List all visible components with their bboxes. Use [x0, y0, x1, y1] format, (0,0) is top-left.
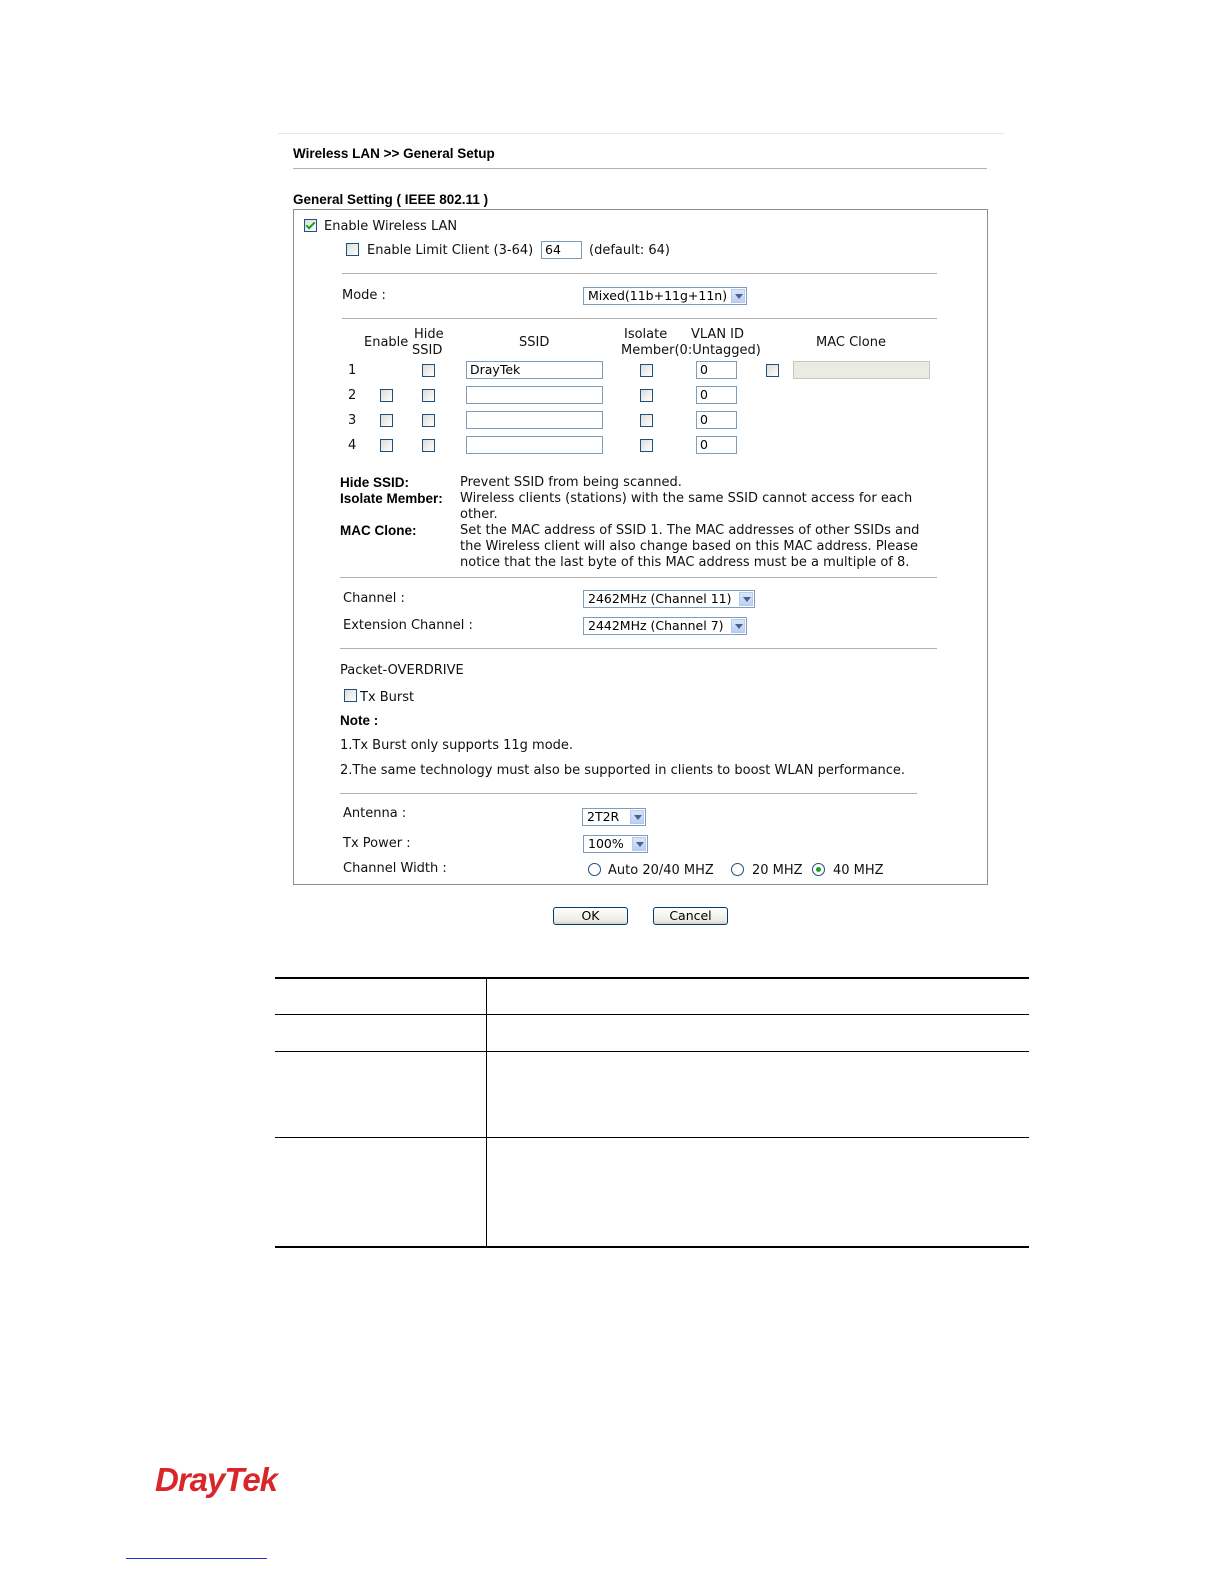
row-number: 1 — [348, 363, 357, 378]
hide-ssid-checkbox[interactable] — [422, 364, 435, 377]
table-row-divider — [275, 1051, 1029, 1052]
hide-ssid-checkbox[interactable] — [422, 414, 435, 427]
table-top-border — [275, 977, 1029, 979]
section-title: General Setting ( IEEE 802.11 ) — [293, 192, 489, 207]
limit-client-default: (default: 64) — [589, 243, 670, 258]
tx-burst-label: Tx Burst — [360, 690, 415, 705]
divider-2 — [342, 318, 937, 320]
note-mac-clone-term: MAC Clone: — [340, 523, 417, 538]
vlan-input[interactable]: 0 — [696, 436, 737, 454]
tx-power-label: Tx Power : — [343, 836, 411, 851]
width-20-radio[interactable] — [731, 863, 744, 876]
table-row-divider — [275, 1137, 1029, 1138]
chevron-down-icon — [630, 810, 644, 824]
ssid-input[interactable] — [466, 411, 603, 429]
note-label: Note : — [340, 713, 379, 728]
mac-clone-input[interactable] — [793, 361, 930, 379]
row-number: 4 — [348, 438, 357, 453]
breadcrumb: Wireless LAN >> General Setup — [293, 146, 495, 161]
extension-channel-select[interactable] — [583, 617, 747, 635]
packet-overdrive-title: Packet-OVERDRIVE — [340, 663, 464, 678]
mode-select-value: Mixed(11b+11g+11n) — [588, 288, 728, 303]
isolate-checkbox[interactable] — [640, 439, 653, 452]
note-line-1: 1.Tx Burst only supports 11g mode. — [340, 738, 574, 753]
vlan-input[interactable]: 0 — [696, 386, 737, 404]
tx-burst-checkbox[interactable] — [344, 689, 357, 702]
table-column-divider — [486, 977, 487, 1248]
extension-channel-value: 2442MHz (Channel 7) — [588, 618, 724, 633]
width-auto-label: Auto 20/40 MHZ — [608, 863, 714, 878]
antenna-select-value: 2T2R — [587, 809, 620, 824]
header-vlan: VLAN ID — [691, 327, 745, 342]
isolate-checkbox[interactable] — [640, 389, 653, 402]
note-isolate-term: Isolate Member: — [340, 491, 443, 506]
hide-ssid-checkbox[interactable] — [422, 389, 435, 402]
vlan-input[interactable]: 0 — [696, 411, 737, 429]
note-mac-clone-desc-2: the Wireless client will also change based on this MAC address. Please — [460, 539, 919, 554]
description-table — [275, 977, 1029, 1248]
antenna-select[interactable] — [582, 808, 646, 826]
draytek-logo — [155, 1461, 290, 1505]
ssid-input[interactable] — [466, 386, 603, 404]
mode-select[interactable] — [583, 287, 747, 305]
divider-1 — [342, 273, 937, 275]
enable-wlan-label: Enable Wireless LAN — [324, 219, 458, 234]
enable-ssid-checkbox[interactable] — [380, 439, 393, 452]
table-row-divider — [275, 1014, 1029, 1015]
channel-width-label: Channel Width : — [343, 861, 447, 876]
antenna-label: Antenna : — [343, 806, 407, 821]
row-number: 3 — [348, 413, 357, 428]
divider-4 — [340, 648, 937, 650]
channel-select[interactable] — [583, 590, 755, 608]
width-40-radio[interactable] — [812, 863, 825, 876]
note-hide-ssid-term: Hide SSID: — [340, 475, 410, 490]
enable-wlan-checkbox[interactable] — [304, 219, 317, 232]
note-mac-clone-desc-1: Set the MAC address of SSID 1. The MAC addresses of other SSIDs and — [460, 523, 920, 538]
cancel-button[interactable]: Cancel — [653, 907, 728, 925]
note-line-2: 2.The same technology must also be supported in clients to boost WLAN performance. — [340, 763, 906, 778]
isolate-checkbox[interactable] — [640, 364, 653, 377]
limit-client-label: Enable Limit Client (3-64) — [367, 243, 534, 258]
header-hide-1: Hide — [414, 327, 444, 342]
header-ssid: SSID — [519, 335, 550, 350]
footer-underline — [126, 1558, 267, 1559]
mac-clone-checkbox[interactable] — [766, 364, 779, 377]
channel-label: Channel : — [343, 591, 405, 606]
enable-ssid-checkbox[interactable] — [380, 389, 393, 402]
header-hide-2: SSID — [412, 343, 443, 358]
table-bottom-border — [275, 1246, 1029, 1248]
divider-3 — [340, 577, 937, 579]
top-divider — [278, 133, 1004, 135]
chevron-down-icon — [739, 592, 753, 606]
isolate-checkbox[interactable] — [640, 414, 653, 427]
tx-power-select[interactable] — [583, 835, 648, 853]
limit-client-input[interactable]: 64 — [541, 241, 582, 259]
width-40-label: 40 MHZ — [833, 863, 884, 878]
mode-label: Mode : — [342, 288, 386, 303]
tx-power-select-value: 100% — [588, 836, 624, 851]
note-hide-ssid-desc: Prevent SSID from being scanned. — [460, 475, 682, 490]
ssid-input[interactable]: DrayTek — [466, 361, 603, 379]
divider-5 — [340, 793, 917, 795]
extension-channel-label: Extension Channel : — [343, 618, 473, 633]
vlan-input[interactable]: 0 — [696, 361, 737, 379]
width-20-label: 20 MHZ — [752, 863, 803, 878]
header-isolate-2: Member(0:Untagged) — [621, 343, 761, 358]
limit-client-checkbox[interactable] — [346, 243, 359, 256]
header-enable: Enable — [364, 335, 409, 350]
row-number: 2 — [348, 388, 357, 403]
chevron-down-icon — [731, 619, 745, 633]
ok-button[interactable]: OK — [553, 907, 628, 925]
hide-ssid-checkbox[interactable] — [422, 439, 435, 452]
chevron-down-icon — [632, 837, 646, 851]
channel-select-value: 2462MHz (Channel 11) — [588, 591, 732, 606]
header-mac-clone: MAC Clone — [816, 335, 886, 350]
breadcrumb-divider — [293, 168, 987, 170]
ssid-input[interactable] — [466, 436, 603, 454]
draytek-logo-text: DrayTek — [155, 1461, 278, 1498]
chevron-down-icon — [731, 289, 745, 303]
note-isolate-desc-1: Wireless clients (stations) with the same SSID cannot access for each — [460, 491, 913, 506]
note-mac-clone-desc-3: notice that the last byte of this MAC address must be a multiple of 8. — [460, 555, 910, 570]
width-auto-radio[interactable] — [588, 863, 601, 876]
header-isolate-1: Isolate — [624, 327, 668, 342]
enable-ssid-checkbox[interactable] — [380, 414, 393, 427]
note-isolate-desc-2: other. — [460, 507, 498, 522]
